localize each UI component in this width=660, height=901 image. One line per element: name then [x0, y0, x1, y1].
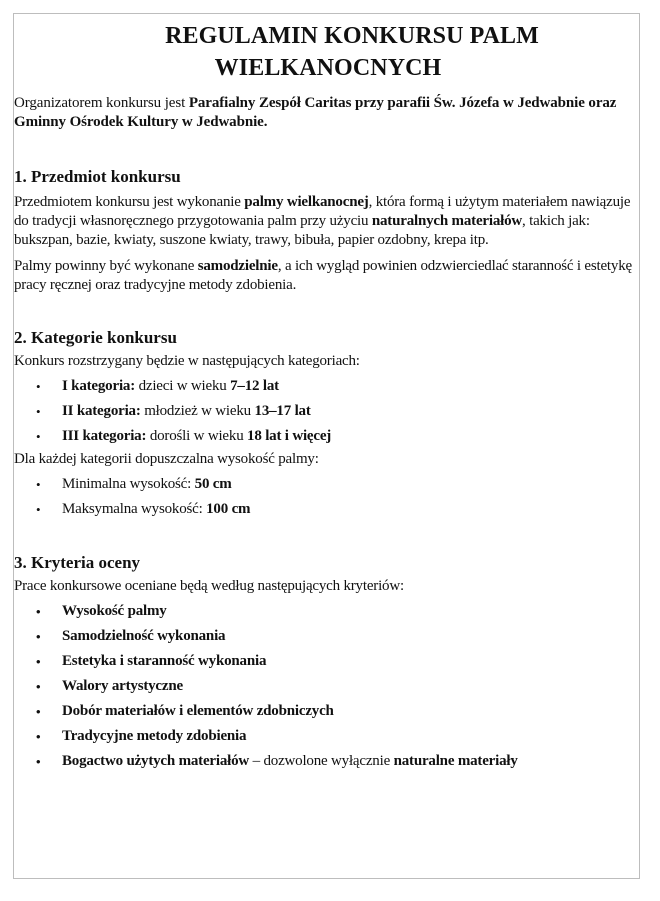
emphasis: palmy wielkanocnej — [244, 194, 369, 210]
document-title — [14, 20, 636, 84]
category-label: I kategoria: — [62, 378, 136, 394]
height-lead: Dla każdej kategorii dopuszczalna wysokość palmy: — [14, 451, 319, 467]
list-item — [14, 649, 636, 674]
height-value: 100 cm — [206, 501, 251, 517]
text: Maksymalna wysokość: — [62, 501, 207, 517]
height-list — [14, 472, 636, 522]
subject-paragraph-2 — [14, 257, 636, 295]
text: Przedmiotem konkursu jest wykonanie — [14, 194, 245, 210]
text: – dozwolone wyłącznie — [249, 753, 394, 769]
subject-paragraph-1 — [14, 193, 636, 250]
text: , która formą i użytym materiałem nawiązuje do tradycji własnoręcznego przygotowania palm przy użyciu — [14, 194, 631, 229]
bullet-icon: • — [36, 404, 41, 419]
categories-list — [14, 374, 636, 449]
criteria-list — [14, 599, 636, 774]
list-item — [14, 374, 636, 399]
emphasis: naturalnych materiałów — [371, 213, 523, 229]
criterion: Walory artystyczne — [62, 678, 183, 694]
text: dzieci w wieku — [135, 378, 231, 394]
list-item — [14, 624, 636, 649]
list-item — [14, 472, 636, 497]
intro-organizers: Parafialny Zespół Caritas przy parafii Św. Józefa w Jedwabnie oraz Gminny Ośrodek Kultury w Jedwabnie. — [14, 95, 617, 130]
section-heading-criteria: 3. Kryteria oceny — [14, 553, 141, 572]
criterion: Tradycyjne metody zdobienia — [62, 728, 247, 744]
text: Minimalna wysokość: — [62, 476, 195, 492]
bullet-icon: • — [36, 502, 41, 517]
section-heading-subject: 1. Przedmiot konkursu — [14, 167, 181, 186]
document-content — [14, 20, 636, 774]
title-line-1: REGULAMIN KONKURSU PALM — [165, 23, 539, 49]
height-value: 50 cm — [194, 476, 232, 492]
age-range: 18 lat i więcej — [247, 428, 332, 444]
bullet-icon: • — [36, 379, 41, 394]
list-item — [14, 699, 636, 724]
age-range: 7–12 lat — [230, 378, 279, 394]
list-item — [14, 497, 636, 522]
section-heading-categories: 2. Kategorie konkursu — [14, 328, 177, 347]
bullet-icon: • — [36, 704, 41, 719]
intro-paragraph — [14, 94, 636, 132]
list-item — [14, 724, 636, 749]
criterion: Wysokość palmy — [62, 603, 167, 619]
emphasis: naturalne materiały — [393, 753, 518, 769]
age-range: 13–17 lat — [254, 403, 311, 419]
emphasis: samodzielnie — [197, 258, 278, 274]
text: , a ich wygląd powinien odzwierciedlać staranność i estetykę pracy ręcznej oraz tradycyjne metody zdobienia. — [14, 258, 632, 293]
bullet-icon: • — [36, 477, 41, 492]
bullet-icon: • — [36, 604, 41, 619]
text: , takich jak: bukszpan, bazie, kwiaty, suszone kwiaty, trawy, bibuła, papier ozdobny, krepa itp. — [14, 213, 590, 248]
criterion: Bogactwo użytych materiałów — [62, 753, 250, 769]
bullet-icon: • — [36, 754, 41, 769]
text: młodzież w wieku — [140, 403, 255, 419]
bullet-icon: • — [36, 679, 41, 694]
criterion: Estetyka i staranność wykonania — [62, 653, 267, 669]
list-item — [14, 749, 636, 774]
list-item — [14, 599, 636, 624]
title-line-2: WIELKANOCNYCH — [214, 55, 442, 81]
category-label: II kategoria: — [62, 403, 141, 419]
list-item — [14, 674, 636, 699]
intro-text: Organizatorem konkursu jest — [14, 95, 189, 111]
category-label: III kategoria: — [62, 428, 147, 444]
criteria-lead: Prace konkursowe oceniane będą według następujących kryteriów: — [14, 578, 404, 594]
categories-lead: Konkurs rozstrzygany będzie w następujących kategoriach: — [14, 353, 360, 369]
bullet-icon: • — [36, 654, 41, 669]
bullet-icon: • — [36, 429, 41, 444]
bullet-icon: • — [36, 729, 41, 744]
list-item — [14, 399, 636, 424]
text: Palmy powinny być wykonane — [14, 258, 198, 274]
text: dorośli w wieku — [146, 428, 248, 444]
list-item — [14, 424, 636, 449]
bullet-icon: • — [36, 629, 41, 644]
criterion: Samodzielność wykonania — [62, 628, 226, 644]
criterion: Dobór materiałów i elementów zdobniczych — [62, 703, 334, 719]
